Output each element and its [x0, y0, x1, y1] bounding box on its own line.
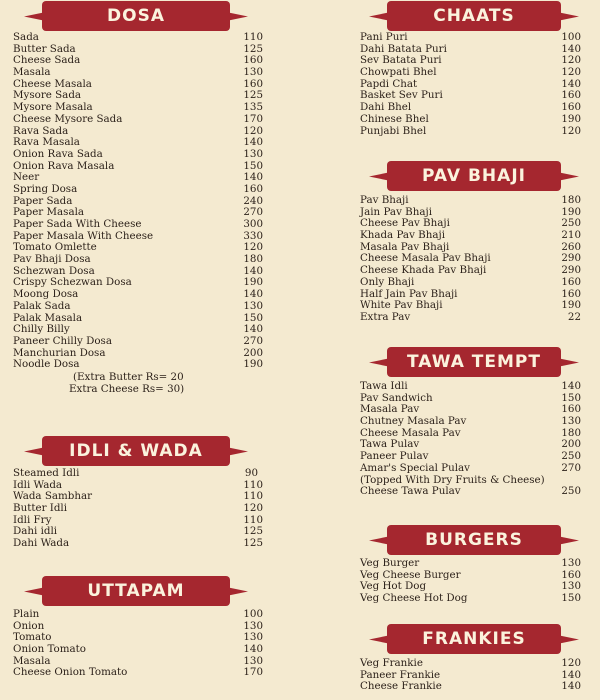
menu-item: Masala 130 — [13, 66, 263, 79]
menu-item: Cheese Masala 160 — [13, 77, 263, 90]
menu-item: Cheese Masala Pav 180 — [360, 426, 581, 439]
menu-item: Paper Masala 270 — [13, 206, 263, 219]
menu-item: Tomato 130 — [13, 631, 263, 644]
menu-item: Jain Pav Bhaji 190 — [360, 205, 581, 218]
burgers-title: BURGERS — [425, 530, 523, 550]
menu-item: Dahi Batata Puri 140 — [360, 42, 581, 55]
menu-item: Butter Idli 120 — [13, 502, 263, 515]
menu-item: Khada Pav Bhaji 210 — [360, 229, 581, 242]
menu-item: Punjabi Bhel 120 — [360, 124, 581, 137]
pav-bhaji-banner — [387, 161, 561, 191]
menu-item: Cheese Pav Bhaji 250 — [360, 217, 581, 230]
tawa-tempt-banner — [387, 347, 561, 377]
menu-item: Amar's Special Pulav 270 — [360, 461, 581, 474]
menu-item: Cheese Onion Tomato 170 — [13, 666, 263, 679]
chaats-title: CHAATS — [433, 6, 515, 26]
menu-item: Sev Batata Puri 120 — [360, 54, 581, 67]
menu-item: Butter Sada 125 — [13, 42, 263, 55]
menu-item: Sada 110 — [13, 31, 263, 43]
chaats-items — [300, 32, 600, 137]
menu-item: Paneer Pulav 250 — [360, 450, 581, 463]
menu-item-note: (Topped With Dry Fruits & Cheese) — [360, 473, 545, 486]
menu-item: Half Jain Pav Bhaji 160 — [360, 287, 581, 300]
menu-item: Cheese Khada Pav Bhaji 290 — [360, 264, 581, 277]
menu-item: Chowpati Bhel 120 — [360, 66, 581, 79]
menu-item: Veg Cheese Hot Dog 150 — [360, 592, 581, 605]
menu-item: Spring Dosa 160 — [13, 182, 263, 195]
menu-item: Tawa Pulav 200 — [360, 438, 581, 451]
menu-item: Steamed Idli 90 — [13, 467, 258, 479]
menu-item: Schezwan Dosa 140 — [13, 264, 263, 277]
menu-item: Plain 100 — [13, 608, 263, 620]
menu-item: Mysore Sada 125 — [13, 89, 263, 102]
dosa-banner — [42, 1, 230, 31]
menu-item: Dahi idli 125 — [13, 525, 263, 538]
menu-item: Veg Frankie 120 — [360, 657, 581, 669]
menu-item: Veg Hot Dog 130 — [360, 580, 581, 593]
extra-cheese-note: Extra Cheese Rs= 30) — [69, 383, 185, 396]
menu-item: Papdi Chat 140 — [360, 77, 581, 90]
idli-wada-banner — [42, 436, 230, 466]
menu-item: Pav Bhaji 180 — [360, 194, 581, 206]
menu-item: Crispy Schezwan Dosa 190 — [13, 276, 263, 289]
menu-item: Masala Pav Bhaji 260 — [360, 240, 581, 253]
dosa-items — [0, 32, 300, 396]
menu-item: Rava Sada 120 — [13, 124, 263, 137]
tawa-tempt-title: TAWA TEMPT — [407, 352, 541, 372]
menu-item: Tawa Idli 140 — [360, 380, 581, 392]
pav-bhaji-title: PAV BHAJI — [422, 166, 526, 186]
dosa-title: DOSA — [107, 6, 165, 26]
menu-item: Chinese Bhel 190 — [360, 112, 581, 125]
menu-item: Cheese Frankie 140 — [360, 680, 581, 693]
menu-item: Onion Tomato 140 — [13, 643, 263, 656]
menu-item: Onion Rava Sada 130 — [13, 147, 263, 160]
menu-item: Chilly Billy 140 — [13, 323, 263, 336]
menu-item: Chutney Masala Pav 130 — [360, 415, 581, 428]
uttapam-banner — [42, 576, 230, 606]
pav-bhaji-items — [300, 195, 600, 324]
menu-item: Paneer Frankie 140 — [360, 668, 581, 681]
menu-item: Pani Puri 100 — [360, 31, 581, 43]
frankies-banner — [387, 624, 561, 654]
menu-item: Dahi Bhel 160 — [360, 101, 581, 114]
menu-item: Idli Fry 110 — [13, 513, 263, 526]
menu-item: Veg Cheese Burger 160 — [360, 568, 581, 581]
menu-item: Extra Pav 22 — [360, 310, 581, 323]
menu-item: Basket Sev Puri 160 — [360, 89, 581, 102]
menu-item: Only Bhaji 160 — [360, 275, 581, 288]
menu-item: Paneer Chilly Dosa 270 — [13, 334, 263, 347]
menu-item: Idli Wada 110 — [13, 478, 263, 491]
uttapam-title: UTTAPAM — [87, 581, 185, 601]
menu-item: Tomato Omlette 120 — [13, 241, 263, 254]
menu-item: Pav Sandwich 150 — [360, 391, 581, 404]
menu-item: Palak Masala 150 — [13, 311, 263, 324]
menu-item: Rava Masala 140 — [13, 136, 263, 149]
menu-item: Dahi Wada 125 — [13, 537, 263, 550]
menu-item: Mysore Masala 135 — [13, 101, 263, 114]
menu-item: Cheese Masala Pav Bhaji 290 — [360, 252, 581, 265]
menu-item: Cheese Sada 160 — [13, 54, 263, 67]
menu-item: Manchurian Dosa 200 — [13, 346, 263, 359]
menu-item: Paper Masala With Cheese 330 — [13, 229, 263, 242]
menu-item: Paper Sada With Cheese 300 — [13, 218, 263, 230]
menu-item: Pav Bhaji Dosa 180 — [13, 253, 263, 266]
menu-item: Veg Burger 130 — [360, 557, 581, 569]
idli-wada-title: IDLI & WADA — [69, 441, 203, 461]
menu-item: Neer 140 — [13, 171, 263, 184]
idli-wada-items — [0, 468, 300, 550]
burgers-banner — [387, 525, 561, 555]
tawa-tempt-items — [300, 381, 600, 498]
burgers-items — [300, 558, 600, 605]
menu-item: Palak Sada 130 — [13, 299, 263, 312]
chaats-banner — [387, 1, 561, 31]
menu-item: Masala 130 — [13, 654, 263, 667]
uttapam-items — [0, 609, 300, 679]
frankies-title: FRANKIES — [422, 629, 526, 649]
menu-item: Onion 130 — [13, 619, 263, 632]
menu-item: Masala Pav 160 — [360, 403, 581, 416]
frankies-items — [300, 658, 600, 693]
menu-item: Wada Sambhar 110 — [13, 490, 263, 503]
menu-item: Cheese Mysore Sada 170 — [13, 112, 263, 125]
menu-item: White Pav Bhaji 190 — [360, 299, 581, 312]
menu-item: Onion Rava Masala 150 — [13, 159, 263, 172]
menu-item: Cheese Tawa Pulav 250 — [360, 485, 581, 498]
menu-item: Noodle Dosa 190 — [13, 358, 263, 371]
menu-item: Moong Dosa 140 — [13, 288, 263, 301]
extra-butter-note: (Extra Butter Rs= 20 — [73, 370, 184, 383]
menu-item: Paper Sada 240 — [13, 194, 263, 207]
